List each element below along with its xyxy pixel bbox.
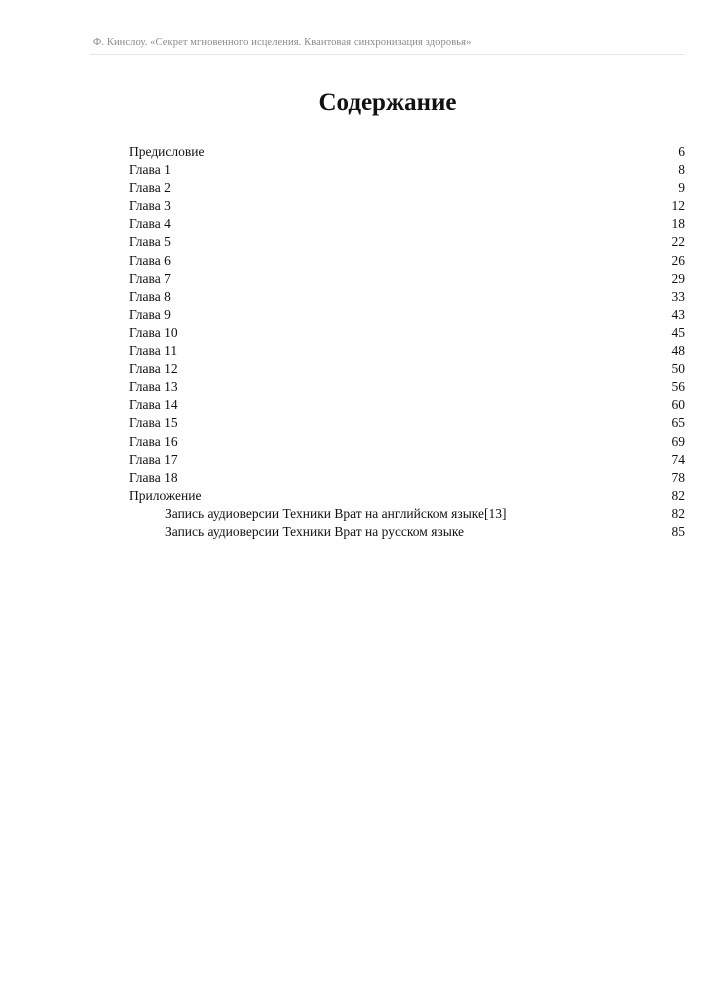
toc-entry-label: Глава 9: [129, 306, 171, 322]
toc-entry-page-number: 74: [671, 451, 685, 467]
toc-entry[interactable]: [129, 451, 685, 469]
toc-entry-page-number: 18: [671, 216, 685, 232]
toc-entry-label: Приложение: [129, 487, 202, 503]
toc-entry-label: Глава 4: [129, 216, 171, 232]
toc-entry-label: Глава 2: [129, 180, 171, 196]
toc-entry-label: Глава 14: [129, 397, 178, 413]
toc-entry-label: Глава 6: [129, 252, 171, 268]
toc-entry-page-number: 8: [678, 162, 685, 178]
toc-entry[interactable]: [129, 197, 685, 215]
toc-entry-label: Запись аудиоверсии Техники Врат на английском языке[13]: [165, 505, 507, 521]
toc-entry-label: Глава 12: [129, 361, 178, 377]
toc-entry-page-number: 60: [671, 397, 685, 413]
toc-entry-label: Глава 16: [129, 433, 178, 449]
toc-entry-page-number: 85: [671, 523, 685, 539]
toc-entry-label: Глава 5: [129, 234, 171, 250]
toc-entry[interactable]: [129, 433, 685, 451]
toc-entry-label: Глава 3: [129, 198, 171, 214]
toc-entry[interactable]: [129, 143, 685, 161]
toc-entry[interactable]: [129, 469, 685, 487]
toc-entry-page-number: 12: [671, 198, 685, 214]
toc-entry[interactable]: [129, 487, 685, 505]
toc-entry-label: Предисловие: [129, 144, 205, 159]
toc-entry[interactable]: [129, 161, 685, 179]
toc-entry-page-number: 56: [671, 379, 685, 395]
toc-entry-page-number: 26: [671, 252, 685, 268]
toc-entry-page-number: 69: [671, 433, 685, 449]
toc-entry[interactable]: [129, 396, 685, 414]
toc-entry-page-number: 33: [671, 288, 685, 304]
toc-entry[interactable]: [129, 270, 685, 288]
toc-entry[interactable]: [129, 233, 685, 251]
toc-entry[interactable]: [129, 324, 685, 342]
toc-entry-page-number: 43: [671, 306, 685, 322]
page-title: Содержание: [318, 89, 457, 116]
toc-entry-page-number: 82: [671, 487, 685, 503]
toc-subentry[interactable]: [129, 505, 685, 523]
toc-entry-label: Глава 18: [129, 469, 178, 485]
running-header: Ф. Кинслоу. «Секрет мгновенного исцеления. Квантовая синхронизация здоровья»: [93, 37, 472, 48]
toc-entry-page-number: 22: [671, 234, 685, 250]
toc-entry-label: Глава 8: [129, 288, 171, 304]
toc-entry[interactable]: [129, 252, 685, 270]
toc-entry[interactable]: [129, 342, 685, 360]
toc-entry-label: Глава 13: [129, 379, 178, 395]
header-divider: [90, 54, 685, 55]
toc-entry-page-number: 9: [678, 180, 685, 196]
toc-entry-label: Глава 11: [129, 343, 178, 359]
toc-entry[interactable]: [129, 378, 685, 396]
toc-entry-page-number: 45: [671, 324, 685, 340]
toc-entry[interactable]: [129, 215, 685, 233]
toc-entry-label: Глава 7: [129, 270, 171, 286]
toc-entry-label: Глава 1: [129, 162, 171, 178]
toc-entry-page-number: 78: [671, 469, 685, 485]
toc-entry[interactable]: [129, 306, 685, 324]
table-of-contents: [129, 143, 685, 541]
toc-entry-label: Глава 15: [129, 415, 178, 431]
toc-entry[interactable]: [129, 288, 685, 306]
toc-entry-page-number: 82: [671, 505, 685, 521]
toc-entry-label: Запись аудиоверсии Техники Врат на русском языке: [165, 523, 465, 539]
toc-entry-page-number: 65: [671, 415, 685, 431]
toc-entry[interactable]: [129, 360, 685, 378]
toc-entry[interactable]: [129, 179, 685, 197]
toc-entry-page-number: 29: [671, 270, 685, 286]
toc-entry-label: Глава 17: [129, 451, 178, 467]
toc-entry-label: Глава 10: [129, 324, 178, 340]
toc-subentry[interactable]: [129, 523, 685, 541]
toc-entry[interactable]: [129, 414, 685, 432]
toc-entry-page-number: 50: [671, 361, 685, 377]
toc-entry-page-number: 48: [671, 343, 685, 359]
toc-entry-page-number: 6: [678, 144, 685, 159]
